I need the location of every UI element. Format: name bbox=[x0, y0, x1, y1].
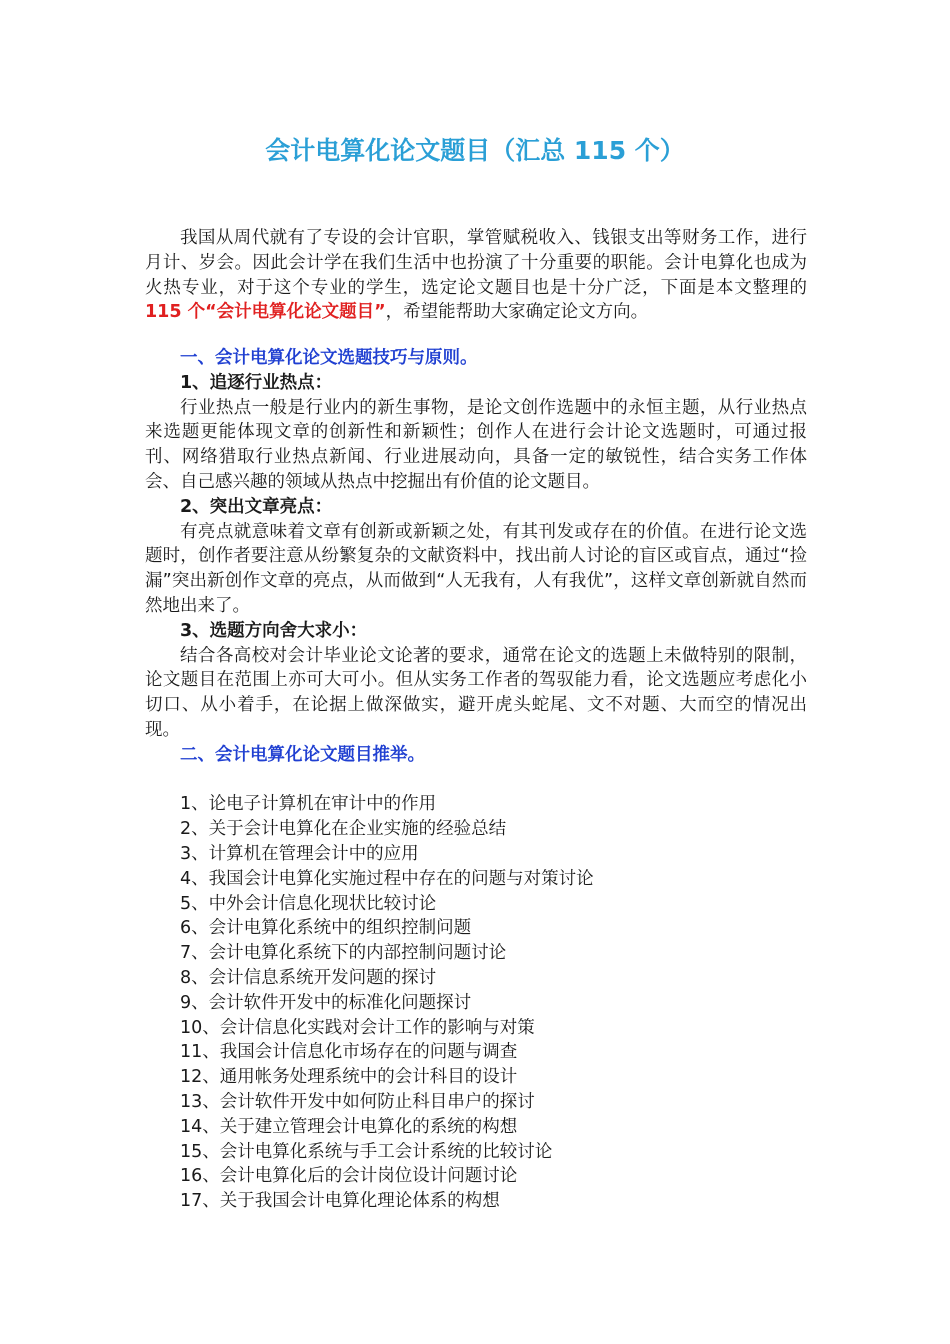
topic-item: 6、会计电算化系统中的组织控制问题 bbox=[180, 918, 472, 939]
principle-heading-1: 1、追逐行业热点： bbox=[180, 372, 333, 393]
principle-text-3: 结合各高校对会计毕业论文论著的要求，通常在论文的选题上未做特别的限制，论文题目在范围上亦可大可小。但从实务工作者的驾驭能力看，论文选题应考虑化小切口、从小着手，在论据上做深做实，避开虎头蛇尾、文不对题、大而空的情况出现。 bbox=[145, 645, 807, 740]
principle-heading-2: 2、突出文章亮点： bbox=[180, 496, 333, 517]
topic-item: 1、论电子计算机在审计中的作用 bbox=[180, 794, 437, 815]
topic-item: 9、会计软件开发中的标准化问题探讨 bbox=[180, 992, 472, 1013]
topic-item: 3、计算机在管理会计中的应用 bbox=[180, 843, 419, 864]
topic-item: 4、我国会计电算化实施过程中存在的问题与对策讨论 bbox=[180, 868, 594, 889]
topic-item: 17、关于我国会计电算化理论体系的构想 bbox=[180, 1191, 500, 1212]
topic-item: 5、中外会计信息化现状比较讨论 bbox=[180, 893, 437, 914]
topic-item: 15、会计电算化系统与手工会计系统的比较讨论 bbox=[180, 1141, 553, 1162]
topic-item: 16、会计电算化后的会计岗位设计问题讨论 bbox=[180, 1166, 518, 1187]
section-heading-principles: 一、会计电算化论文选题技巧与原则。 bbox=[180, 348, 478, 368]
topic-item: 11、我国会计信息化市场存在的问题与调查 bbox=[180, 1042, 518, 1063]
topic-item: 8、会计信息系统开发问题的探讨 bbox=[180, 967, 437, 988]
topic-item: 14、关于建立管理会计电算化的系统的构想 bbox=[180, 1116, 518, 1137]
principle-text-1: 行业热点一般是行业内的新生事物，是论文创作选题中的永恒主题，从行业热点来选题更能体现文章的创新性和新颖性；创作人在进行会计论文选题时，可通过报刊、网络猎取行业热点新闻、行业进展动向，具备一定的敏锐性，结合实务工作体会、自己感兴趣的领域从热点中挖掘出有价值的论文题目。 bbox=[145, 397, 807, 492]
topic-item: 2、关于会计电算化在企业实施的经验总结 bbox=[180, 819, 507, 840]
section-heading-topics: 二、会计电算化论文题目推举。 bbox=[180, 744, 425, 765]
intro-highlight: 115 个“会计电算化论文题目” bbox=[145, 302, 386, 323]
topic-item: 10、会计信息化实践对会计工作的影响与对策 bbox=[180, 1017, 535, 1038]
document-body bbox=[145, 346, 807, 1214]
topic-item: 13、会计软件开发中如何防止科目串户的探讨 bbox=[180, 1091, 535, 1112]
intro-paragraph bbox=[145, 226, 807, 325]
intro-text-before: 我国从周代就有了专设的会计官职，掌管赋税收入、钱银支出等财务工作，进行月计、岁会。因此会计学在我们生活中也扮演了十分重要的职能。会计电算化也成为火热专业，对于这个专业的学生，选定论文题目也是十分广泛，下面是本文整理的 bbox=[145, 228, 807, 298]
topic-item: 12、通用帐务处理系统中的会计科目的设计 bbox=[180, 1067, 518, 1088]
principle-heading-3: 3、选题方向舍大求小： bbox=[180, 620, 368, 641]
intro-text-after: ，希望能帮助大家确定论文方向。 bbox=[385, 302, 649, 323]
document-title: 会计电算化论文题目（汇总 115 个） bbox=[265, 136, 685, 165]
section-spacer bbox=[145, 768, 807, 793]
topic-item: 7、会计电算化系统下的内部控制问题讨论 bbox=[180, 943, 507, 964]
principle-text-2: 有亮点就意味着文章有创新或新颖之处，有其刊发或存在的价值。在进行论文选题时，创作者要注意从纷繁复杂的文献资料中，找出前人讨论的盲区或盲点，通过“捡漏”突出新创作文章的亮点，从而做到“人无我有，人有我优”，这样文章创新就自然而然地出来了。 bbox=[145, 521, 807, 616]
topic-list bbox=[145, 792, 807, 1214]
